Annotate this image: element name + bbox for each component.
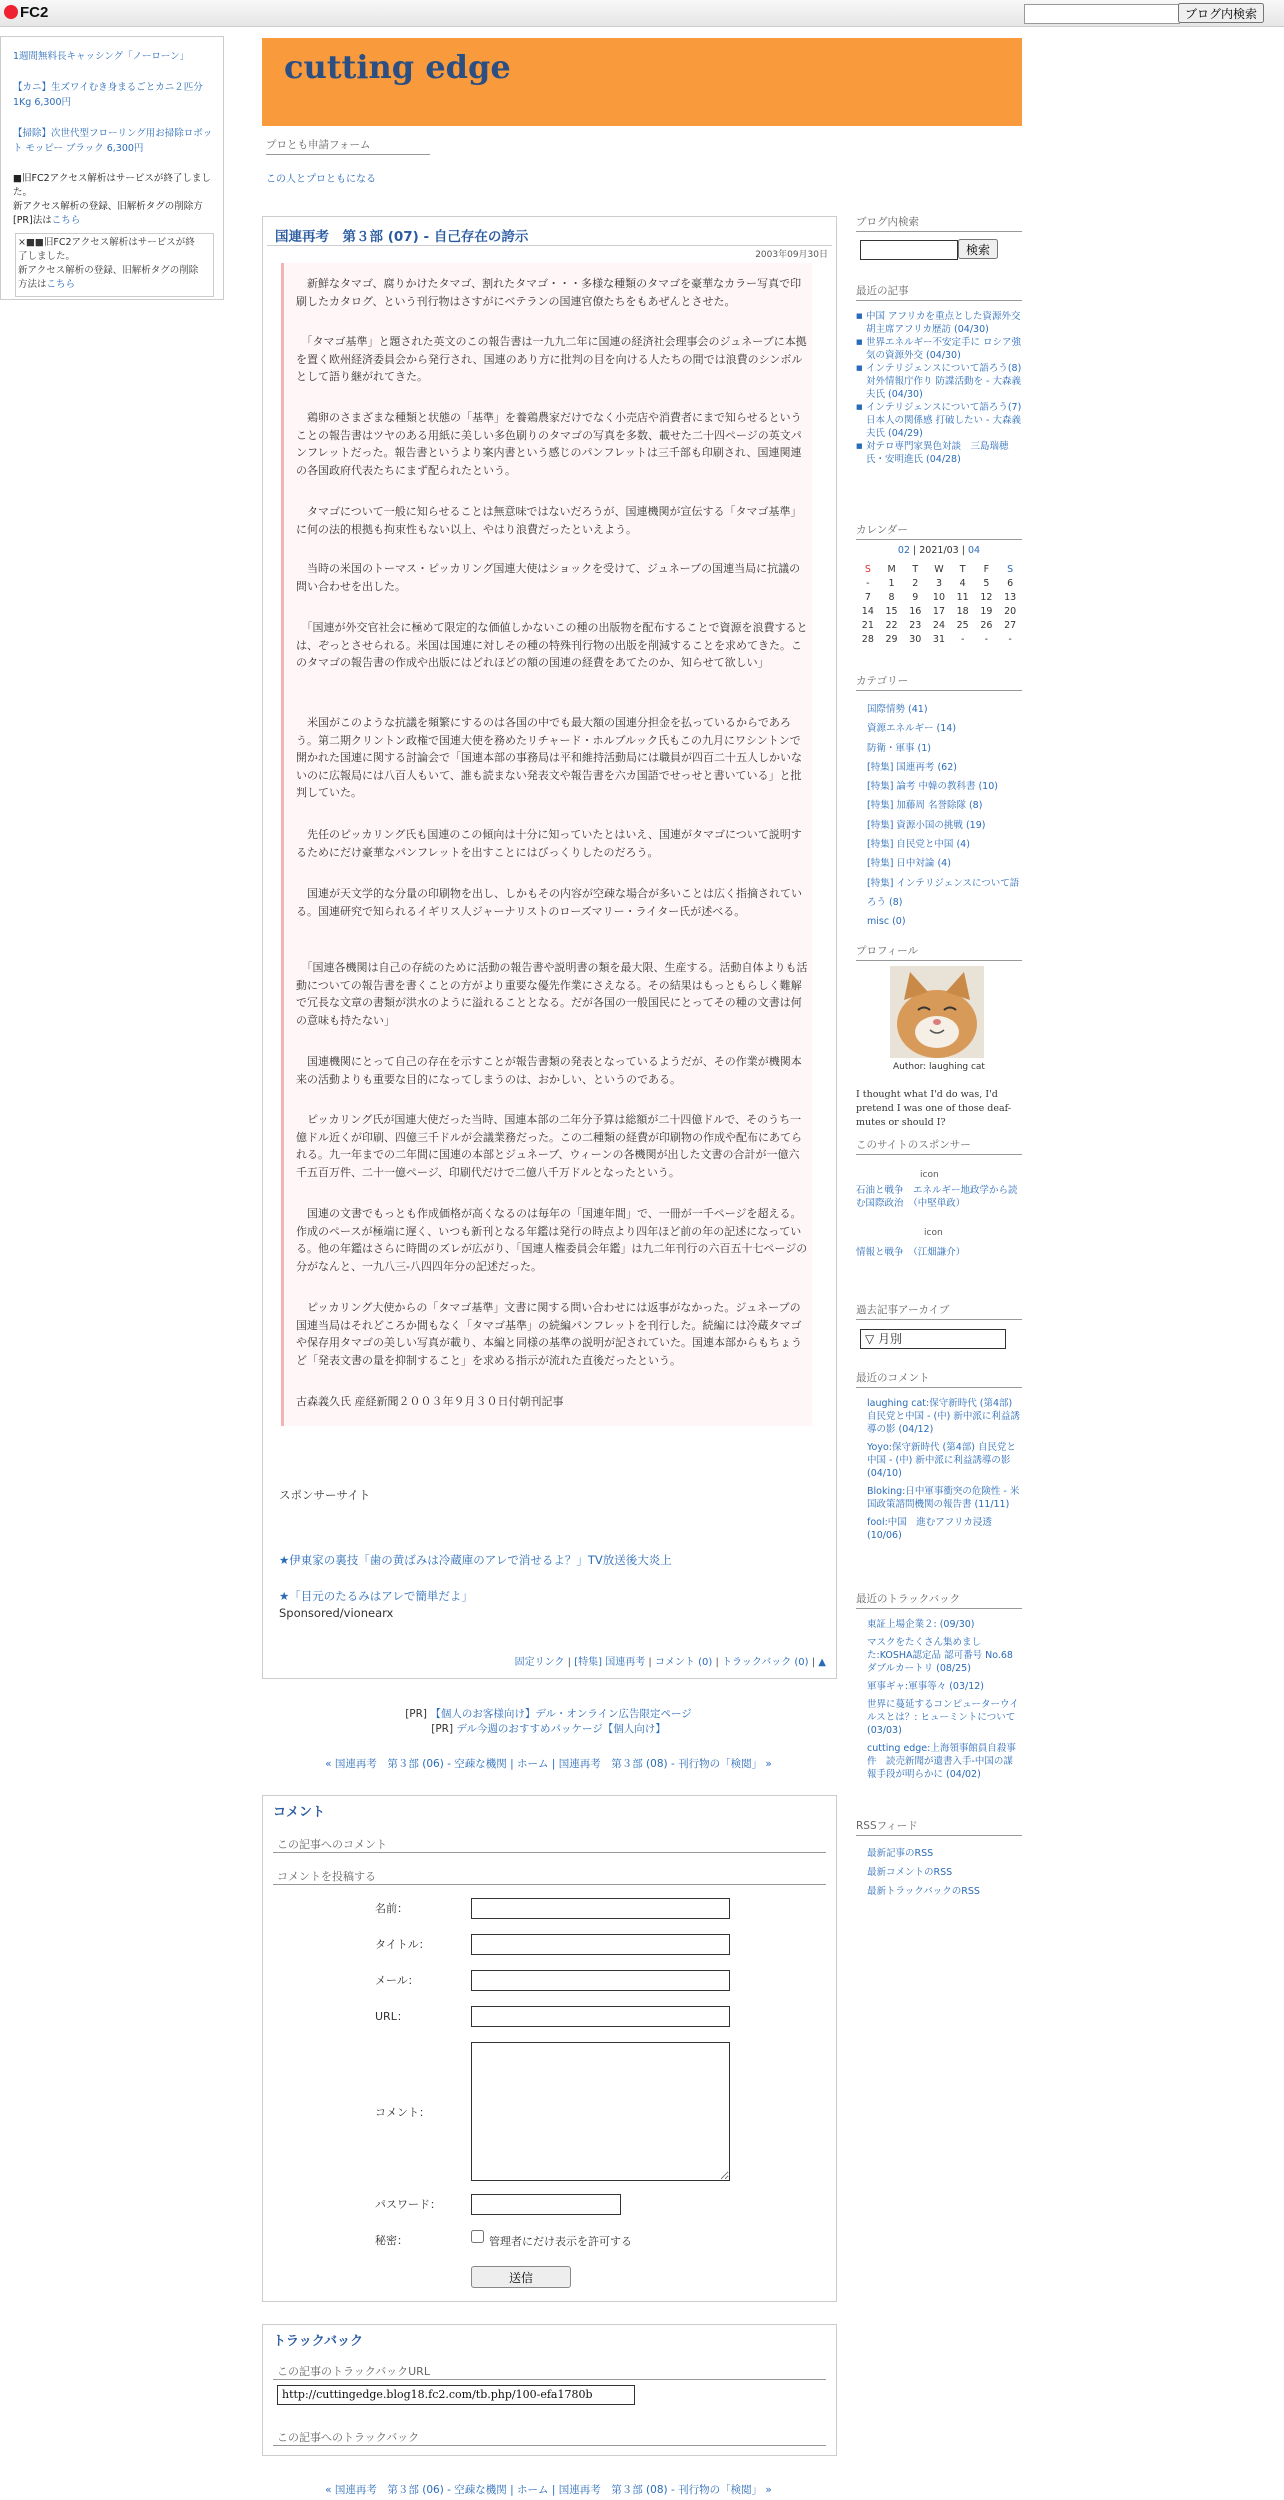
fc2-logo-icon <box>4 5 18 19</box>
calendar-day: - <box>960 633 965 645</box>
rss-link[interactable]: 最新トラックバックのRSS <box>867 1886 980 1897</box>
sponsor-ad-link[interactable]: ★「目元のたるみはアレで簡単だよ」 <box>279 1589 473 1603</box>
proto-link[interactable]: この人とプロともになる <box>266 174 376 185</box>
category-link[interactable]: misc (0) <box>867 916 906 928</box>
recent-trackbacks-list <box>867 1618 1022 1781</box>
pr-link[interactable]: 【個人のお客様向け】デル・オンライン広告限定ページ <box>430 1708 692 1720</box>
trackback-url-label: この記事のトラックバックURL <box>277 2365 430 2378</box>
url-label: URL： <box>375 2010 408 2023</box>
entry-date: 2003年09月30日 <box>755 250 828 260</box>
calendar-week <box>856 576 1022 590</box>
entry-source: 古森義久氏 産経新聞２００３年９月３０日付朝刊記事 <box>296 1395 564 1408</box>
calendar-day: 4 <box>959 577 966 589</box>
category-link[interactable]: [特集] 日中対論 (4) <box>867 858 951 870</box>
calendar-day: 12 <box>980 591 993 603</box>
calendar-day: 15 <box>885 605 898 617</box>
entry-paragraph: 鶏卵のさまざまな種類と状態の「基準」を養鶏農家だけでなく小売店や消費者にまで知らせるということの報告書はツヤのある用紙に美しい多色刷りのタマゴの写真を多数、載せた二十四ページの英文パンフレットだった。報告書というより案内書という感じのパンフレットは三千部も印刷され、国連関連の各国政府代表たちにまず配られたという。 <box>296 411 802 477</box>
calendar-day: 6 <box>1007 577 1014 589</box>
calendar-day: - <box>984 633 989 645</box>
calendar-day: 31 <box>932 633 945 645</box>
name-field[interactable] <box>471 1898 730 1919</box>
category-link[interactable]: [特集] 国連再考 <box>574 1657 646 1668</box>
permalink[interactable]: 固定リンク <box>514 1657 565 1668</box>
calendar-day: 11 <box>956 591 969 603</box>
archive-select[interactable]: ▽ 月別 <box>860 1329 1006 1349</box>
sponsor-ad-link[interactable]: ★伊東家の裏技「歯の黄ばみは冷蔵庫のアレで消せるよ？」TV放送後大炎上 <box>279 1553 672 1567</box>
title-field[interactable] <box>471 1934 730 1955</box>
calendar-day: 28 <box>861 633 874 645</box>
recent-entries-title: 最近の記事 <box>856 283 1022 301</box>
calendar-day: 19 <box>980 605 993 617</box>
mail-label: メール： <box>375 1974 419 1987</box>
profile-text: I thought what I'd do was, I'd pretend I was one of those deaf-mutes or should I? <box>856 1089 1012 1128</box>
proto-form-title: プロとも申請フォーム <box>266 137 430 155</box>
sponsor-book-icon: icon <box>924 1228 943 1238</box>
recent-comment-link[interactable]: Yoyo:保守新時代 (第4部) 自民党と中国 - (中) 新中派に利益誘導の影 (04/10) <box>867 1442 1016 1479</box>
entry-paragraph: 新鮮なタマゴ、腐りかけたタマゴ、割れたタマゴ・・・多様な種類のタマゴを豪華なカラー写真で印刷したカタログ、という刊行物はさすがにベテランの国連官僚たちをもあぜんとさせた。 <box>296 277 802 308</box>
recent-entry-link[interactable]: ■ 対テロ専門家異色対談 三島瑞穂氏・安明進氏 (04/28) <box>856 440 1022 466</box>
pr-line: [PR] 【個人のお客様向け】デル・オンライン広告限定ページ <box>405 1708 692 1720</box>
recent-comments-title: 最近のコメント <box>856 1370 1022 1388</box>
secret-label: 秘密： <box>375 2234 408 2247</box>
secret-option-label: 管理者にだけ表示を許可する <box>489 2235 632 2248</box>
profile-title: プロフィール <box>856 943 1022 961</box>
calendar-day: 8 <box>888 591 895 603</box>
calendar-day: 22 <box>885 619 898 631</box>
calendar-day: 23 <box>909 619 922 631</box>
divider <box>273 2445 826 2446</box>
category-link[interactable]: [特集] 資源小国の挑戦 (19) <box>867 819 986 831</box>
password-field[interactable] <box>471 2194 621 2215</box>
comment-post-label: コメントを投稿する <box>277 1870 376 1883</box>
submit-comment-button[interactable]: 送信 <box>471 2266 571 2288</box>
recent-entries-list <box>856 310 1022 466</box>
calendar-day: 29 <box>885 633 898 645</box>
sponsor-label: スポンサーサイト <box>279 1488 371 1502</box>
calendar-day: - <box>1008 633 1012 645</box>
calendar-day: 18 <box>956 605 969 617</box>
calendar-day: 3 <box>935 577 942 589</box>
prev-entry-link[interactable]: « 国連再考 第３部 (06) - 空疎な機関 <box>325 2484 507 2496</box>
calendar-next-link[interactable]: 04 <box>967 545 981 556</box>
category-title: カテゴリー <box>856 673 1022 691</box>
notice-link[interactable]: こちら <box>51 215 81 226</box>
entry-paragraph: ピッカリング大使からの「タマゴ基準」文書に関する問い合わせには返事がなかった。ジュネーブの国連当局はそれどころか間もなく「タマゴ基準」の続編パンフレットを刊行した。続編には冷蔵タマゴや保存用タマゴの美しい写真が載り、本編と同様の基準の説明が記されていた。国連本部からもちょうど「発表文書の量を抑制すること」を求める指示が流れた直後だったという。 <box>296 1301 802 1367</box>
rss-list <box>867 1844 1022 1901</box>
calendar-week <box>856 632 1022 646</box>
sponsor-book-icon: icon <box>920 1170 939 1180</box>
recent-trackback-link[interactable]: cutting edge:上海領事館員自殺事件 読売新聞が遺書入手-中国の謀報手段が明らかに (04/02) <box>867 1743 1016 1780</box>
calendar-week <box>856 590 1022 604</box>
calendar-day: 1 <box>888 577 895 589</box>
category-link[interactable]: 国際情勢 (41) <box>867 704 928 715</box>
comment-heading: コメント <box>273 1805 326 1820</box>
entry-article <box>262 216 837 1679</box>
archive-title: 過去記事アーカイブ <box>856 1302 1022 1320</box>
category-link[interactable]: [特集] 加藤周 名誉除隊 (8) <box>867 800 983 812</box>
entry-footer: 固定リンク | [特集] 国連再考 | コメント (0) | トラックバック (0) | ▲ <box>514 1657 826 1668</box>
calendar-week <box>856 604 1022 618</box>
calendar-weekday: W <box>934 563 944 575</box>
blog-title[interactable]: cutting edge <box>284 48 511 86</box>
category-list <box>867 700 1022 932</box>
sponsor-title: このサイトのスポンサー <box>856 1137 1022 1155</box>
top-bar <box>0 0 1284 27</box>
prev-entry-link[interactable]: « 国連再考 第３部 (06) - 空疎な機関 <box>325 1758 507 1770</box>
calendar-day: 10 <box>932 591 945 603</box>
comment-body-label: コメント： <box>375 2106 430 2119</box>
category-link[interactable]: [特集] 論考 中韓の教科書 (10) <box>867 781 998 793</box>
comment-section <box>262 1795 837 2302</box>
recent-trackback-link[interactable]: 軍事ギャ:軍事等々 (03/12) <box>867 1681 985 1692</box>
left-ad-column <box>0 36 224 300</box>
sponsor-book-link[interactable]: 石油と戦争 エネルギー地政学から読む国際政治 （中堅単政） <box>856 1185 1018 1209</box>
profile-cat-avatar <box>890 966 984 1058</box>
title-label: タイトル： <box>375 1938 430 1951</box>
entry-paragraph: 先任のピッカリング氏も国連のこの傾向は十分に知っていたとはいえ、国連がタマゴについて説明するためにだけ豪華なパンフレットを出すことにはびっくりしたのだろう。 <box>296 828 802 859</box>
entry-pager: « 国連再考 第３部 (06) - 空疎な機関 | ホーム | 国連再考 第３部 (08) - 刊行物の「検閲」 » <box>325 1758 772 1770</box>
comment-list-label: この記事へのコメント <box>277 1838 387 1851</box>
entry-quote <box>281 263 812 1426</box>
entry-paragraph: 当時の米国のトーマス・ピッカリング国連大使はショックを受けて、ジュネーブの国連当局に抗議の問い合わせを出した。 <box>296 562 801 593</box>
sidebar-search-button[interactable]: 検索 <box>958 239 998 259</box>
category-link[interactable]: [特集] インテリジェンスについて語ろう (8) <box>867 877 1020 908</box>
mail-field[interactable] <box>471 1970 730 1991</box>
ad-link[interactable]: 1週間無料長キャッシング「ノーローン」 <box>13 51 190 62</box>
profile-author: Author: laughing cat <box>893 1062 985 1072</box>
entry-paragraph: 国連の文書でもっとも作成価格が高くなるのは毎年の「国連年間」で、一冊が一千ページを超える。作成のペースが極端に遅く、いつも新刊となる年鑑は発行の時点より四年ほど前の年の記述になっている。他の年鑑はさらに時間のズレが広がり、「国連人権委員会年鑑」は九二年刊行の六百五十七ページの分がなんと、一九八三-八四四年分の記述だった。 <box>296 1207 808 1273</box>
secret-checkbox[interactable] <box>471 2230 484 2243</box>
category-link[interactable]: 防衛・軍事 (1) <box>867 742 931 754</box>
home-link[interactable]: ホーム <box>517 1758 549 1770</box>
pr-link[interactable]: デル今週のおすすめパッケージ【個人向け】 <box>456 1723 666 1735</box>
rss-link[interactable]: 最新コメントのRSS <box>867 1867 953 1878</box>
entry-paragraph: 「タマゴ基準」と題された英文のこの報告書は一九九二年に国連の経済社会理事会のジュネーブに本拠を置く欧州経済委員会から発行され、国連のあり方に批判の目を向ける人たちの間では浪費のシンボルとして語り継がれてきた。 <box>296 335 807 383</box>
recent-entry-link[interactable]: ■ インテリジェンスについて語ろう(8) 対外情報庁作り 防諜活動を - 大森義夫氏 (04/30) <box>856 362 1022 401</box>
pr-line: [PR] デル今週のおすすめパッケージ【個人向け】 <box>431 1723 666 1735</box>
trackbacks-link[interactable]: トラックバック (0) <box>722 1657 809 1668</box>
category-link[interactable]: 資源エネルギー (14) <box>867 723 957 735</box>
calendar-day: 30 <box>909 633 922 645</box>
calendar-week <box>856 618 1022 632</box>
entry-paragraph: タマゴについて一般に知らせることは無意味ではないだろうが、国連機関が宣伝する「タマゴ基準」に何の法的根拠も拘束性もない以上、やはり浪費だったといえよう。 <box>296 505 802 536</box>
category-link[interactable]: [特集] 自民党と中国 (4) <box>867 839 970 851</box>
calendar-table <box>856 562 1022 646</box>
calendar-weekday: S <box>864 563 871 575</box>
category-link[interactable]: [特集] 国連再考 (62) <box>867 761 957 773</box>
calendar-day: 14 <box>861 605 874 617</box>
divider <box>273 1852 826 1853</box>
notice-box-link[interactable]: こちら <box>46 279 76 290</box>
blog-header <box>262 38 1022 126</box>
entry-paragraph: 「国連各機関は自己の存続のために活動の報告書や説明書の類を最大限、生産する。活動自体よりも活動についての報告書を書くことの方がより重要な優先作業にさえなる。その結果はもっともらしく難解で冗長な文章の書類が洪水のように溢れることとなる。だが各国の一般国民にとってその種の文書は何の意味も持たない」 <box>296 961 808 1027</box>
calendar-day: 26 <box>980 619 993 631</box>
calendar-weekdays <box>856 562 1022 576</box>
entry-pager-bottom: « 国連再考 第３部 (06) - 空疎な機関 | ホーム | 国連再考 第３部 (08) - 刊行物の「検閲」 » <box>325 2484 772 2496</box>
calendar-day: 21 <box>861 619 874 631</box>
calendar-nav: 02 | 2021/03 | 04 <box>897 545 981 556</box>
blog-search-input[interactable] <box>1024 4 1180 24</box>
recent-comments-list <box>867 1397 1022 1542</box>
recent-trackbacks-title: 最近のトラックバック <box>856 1591 1022 1609</box>
rss-link[interactable]: 最新記事のRSS <box>867 1848 934 1859</box>
calendar-weekday: F <box>983 563 990 575</box>
divider <box>273 1884 826 1885</box>
comment-body-field[interactable] <box>471 2042 730 2181</box>
rss-title: RSSフィード <box>856 1818 1022 1836</box>
blog-search-button[interactable]: ブログ内検索 <box>1178 3 1264 23</box>
sponsor-book-link[interactable]: 情報と戦争 （江畑謙介） <box>856 1247 966 1258</box>
calendar-day: 20 <box>1004 605 1017 617</box>
entry-paragraph: ピッカリング氏が国連大使だった当時、国連本部の二年分予算は総額が二十四億ドルで、そのうち一億ドル近くが印刷、四億三千ドルが会議業務だった。この二種類の経費が印刷物の作成や配布にあてられる。九一年までの二年間に国連の本部とジュネーブ、ウィーンの各機関が出した文書の合計が一億六千五百万件、二十一億ページ、印刷代だけで二億八千万ドルとなったという。 <box>296 1113 802 1179</box>
recent-trackback-link[interactable]: 東証上場企業２: (09/30) <box>867 1619 975 1630</box>
recent-entry-link[interactable]: ■ インテリジェンスについて語ろう(7) 日本人の関係感 打破したい - 大森義夫氏 (04/29) <box>856 401 1022 440</box>
entry-paragraph: 国連が天文学的な分量の印刷物を出し、しかもその内容が空疎な場合が多いことは広く指摘されている。国連研究で知られるイギリス人ジャーナリストのローズマリー・ライター氏が述べる。 <box>296 887 802 918</box>
sidebar-search-title: ブログ内検索 <box>856 214 1022 232</box>
recent-comment-link[interactable]: fool:中国 進むアフリカ浸透 (10/06) <box>867 1517 992 1541</box>
analytics-notice: ■旧FC2アクセス解析はサービスが終了しました。 新アクセス解析の登録、旧解析タグの削除方 [PR]法はこちら <box>13 173 211 226</box>
recent-comment-link[interactable]: laughing cat:保守新時代 (第4部) 自民党と中国 - (中) 新中派に利益誘導の影 (04/12) <box>867 1398 1020 1435</box>
comments-link[interactable]: コメント (0) <box>654 1657 713 1668</box>
next-entry-link[interactable]: 国連再考 第３部 (08) - 刊行物の「検閲」 » <box>558 2484 772 2496</box>
entry-paragraph: 「国連が外交官社会に極めて限定的な価値しかないこの種の出版物を配布することで資源を浪費するとは、ぞっとさせられる。米国は国連に対しその種の特殊刊行物の出版を削減することを求めてきた。このタマゴの報告書の作成や出版にはどれほどの額の国連の経費をあてたのか、知らせて欲しい」 <box>296 621 808 669</box>
calendar-day: 27 <box>1004 619 1017 631</box>
calendar-day: 2 <box>912 577 919 589</box>
calendar-weekday: S <box>1007 563 1014 575</box>
calendar-prev-link[interactable]: 02 <box>897 545 911 556</box>
calendar-day: 5 <box>983 577 990 589</box>
ad-link[interactable]: 【掃除】次世代型フローリング用お掃除ロボット モッピー ブラック 6,300円 <box>13 128 213 154</box>
calendar-day: 25 <box>956 619 969 631</box>
url-field[interactable] <box>471 2006 730 2027</box>
next-entry-link[interactable]: 国連再考 第３部 (08) - 刊行物の「検閲」 » <box>558 1758 772 1770</box>
calendar-title: カレンダー <box>856 522 1022 540</box>
analytics-notice-box: ×■■旧FC2アクセス解析はサービスが終 了しました。 新アクセス解析の登録、旧解析タグの削除 方法はこちら <box>15 233 214 297</box>
recent-entry-link[interactable]: ■ 中国 アフリカを重点とした資源外交 胡主席アフリカ歴訪 (04/30) <box>856 310 1022 336</box>
entry-title[interactable]: 国連再考 第３部 (07) - 自己存在の誇示 <box>275 229 529 245</box>
trackback-url-field[interactable]: http://cuttingedge.blog18.fc2.com/tb.php/100-efa1780b <box>277 2385 635 2405</box>
recent-entry-link[interactable]: ■ 世界エネルギー不安定手に ロシア強気の資源外交 (04/30) <box>856 336 1022 362</box>
fc2-logo[interactable]: FC2 <box>4 4 48 21</box>
divider <box>273 2379 826 2380</box>
recent-trackback-link[interactable]: 世界に蔓延するコンピューターウイルスとは？: ヒューミントについて (03/03) <box>867 1699 1019 1736</box>
trackback-list-label: この記事へのトラックバック <box>277 2431 420 2444</box>
sponsor-by: Sponsored/vionearx <box>279 1606 394 1620</box>
calendar-day: 24 <box>932 619 945 631</box>
entry-paragraph: 米国がこのような抗議を頻繁にするのは各国の中でも最大額の国連分担金を払っているからであろう。第二期クリントン政権で国連大使を務めたリチャード・ホルブルック氏もこの九月にワシントンで開かれた国連に関する討論会で「国連本部の事務局は平和維持活動局には職員が四百二十五人しかいないのに広報局には八百人もいて、誰も読まない発表文や報告書を六カ国語でせっせと書いている」と批判していた。 <box>296 716 802 799</box>
calendar-weekday: M <box>887 563 896 575</box>
calendar-day: 7 <box>864 591 871 603</box>
trackback-section <box>262 2324 837 2456</box>
entry-title-divider <box>267 245 832 246</box>
trackback-heading: トラックバック <box>273 2334 363 2349</box>
entry-paragraph: 国連機関にとって自己の存在を示すことが報告書類の発表となっているようだが、その作業が機関本来の活動よりも重要な目的になってしまうのは、おかしい、というのである。 <box>296 1055 802 1086</box>
password-label: パスワード： <box>375 2198 441 2211</box>
calendar-day: 9 <box>912 591 919 603</box>
calendar-day: 16 <box>909 605 922 617</box>
calendar-day: - <box>866 577 870 589</box>
home-link[interactable]: ホーム <box>517 2484 549 2496</box>
calendar-weekday: T <box>959 563 966 575</box>
name-label: 名前： <box>375 1902 408 1915</box>
recent-trackback-link[interactable]: マスクをたくさん集めました:KOSHA認定品 認可番号 No.68 ダブルカートリ (08/25) <box>867 1637 1013 1674</box>
ad-link[interactable]: 【カニ】生ズワイむき身まるごとカニ２匹分1Kg 6,300円 <box>13 82 203 108</box>
calendar-weekday: T <box>912 563 919 575</box>
page-top-link[interactable]: ▲ <box>818 1657 826 1668</box>
recent-comment-link[interactable]: Bloking:日中軍事衝突の危険性 - 米国政策諮問機関の報告書 (11/11) <box>867 1486 1020 1510</box>
calendar-day: 13 <box>1004 591 1017 603</box>
calendar-day: 17 <box>932 605 945 617</box>
sidebar-search-input[interactable] <box>860 240 958 260</box>
